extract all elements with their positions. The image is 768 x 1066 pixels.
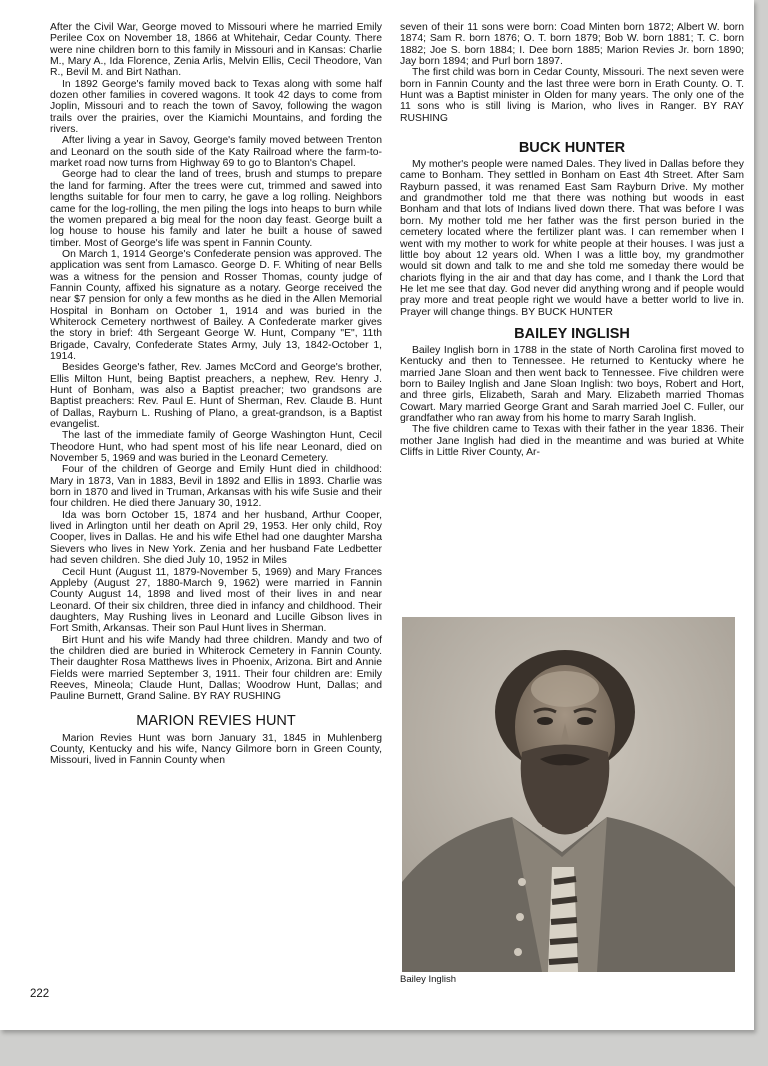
paragraph-cecil: Cecil Hunt (August 11, 1879-November 5, 1969) and Mary Frances Appleby (August 27, 1880-March 9, 1962) were married in Fannin County August 14, 1898 and lived most of their lives in and near Leonard. Of their six children, three died in infancy and childhood. Their daughters, May Rushing lives in Leonard and Lucille Gibson lives in Fort Smith, Arkansas. Their son Paul Hunt lives in Sherman.: [50, 566, 382, 635]
paragraph-buck: My mother's people were named Dales. They lived in Dallas before they came to Bonham. They settled in Bonham on East 4th Street. After Sam Rayburn passed, it was renamed East Sam Rayburn Drive. My mother and grandmother told me that there was nothing but woods in east Bonham and that lots of Indians lived down there. That was before I was born. My mother told me her father was the first person buried in the cemetery located where the fertilizer plant was. I can remember when I went with my mother to work for white people at their houses. I was just a little boy about 12 years old. When I was a little boy, my grandmother would sit down and talk to me and she told me someday there would be chariots flying in the air and that day has come, and I thank the Lord that He let me see that day. God never did anything wrong and if people would pray more and treat people right we would have a better world to live in. Prayer will change things. BY BUCK HUNTER: [400, 159, 744, 318]
heading-marion-revies-hunt: MARION REVIES HUNT: [136, 712, 296, 729]
heading-bailey-inglish: BAILEY INGLISH: [514, 325, 630, 342]
paragraph-children-died: Four of the children of George and Emily Hunt died in childhood: Mary in 1873, Van in 1883, Bevil in 1892 and Ellis in 1893. Charlie was born in 1870 and lived in Truman, Arkansas with his wife Susie and their four children. He died there January 30, 1912.: [50, 464, 382, 510]
paragraph-civil-war: After the Civil War, George moved to Missouri where he married Emily Perilee Cox on November 18, 1866 at Whitehair, Cedar County. There were nine children born to this family in Missouri and in Kansas: Charlie M., Mary A., Ida Florence, Zenia Arlis, Melvin Ellis, Cecil Theodore, Van R., Bevil M. and Birt Nathan.: [50, 22, 382, 79]
paragraph-sons-continued: seven of their 11 sons were born: Coad Minten born 1872; Albert W. born 1874; Sam R. born 1876; O. T. born 1879; Bob W. born 1881; T. C. born 1882; Joe S. born 1884; I. Dee born 1885; Marion Revies Jr. born 1890; Jay born 1894; and Purl born 1897.: [400, 22, 744, 68]
page-number: 222: [30, 988, 50, 1000]
heading-buck-hunter: BUCK HUNTER: [518, 140, 626, 157]
paragraph-came-to-texas: The five children came to Texas with their father in the year 1836. Their mother Jane Inglish had died in the meantime and was buried at White Cliffs in Little River County, Ar-: [400, 424, 744, 458]
paragraph-move-to-texas: In 1892 George's family moved back to Texas along with some half dozen other families in covered wagons. It took 42 days to come from Joplin, Missouri and to reach the town of Savoy, following the wagon trails over the prairies, over the Kiamichi Mountains, and fording the rivers.: [50, 78, 382, 136]
paragraph-savoy: After living a year in Savoy, George's family moved between Trenton and Leonard on the south side of the Katy Railroad where the farm-to-market road now turns from Highway 69 to go to Blanton's Chapel.: [50, 135, 382, 170]
paragraph-preachers: Besides George's father, Rev. James McCord and George's brother, Ellis Milton Hunt, being Baptist preachers, a nephew, Rev. Henry J. Hunt of Bonham, was also a Baptist preacher; two grandsons are Baptist preachers: Rev. Paul E. Hunt of Sherman, Rev. Claude B. Hunt of Dallas, Rayburn L. Rushing of Plano, a great-grandson, is a Baptist evangelist.: [50, 362, 382, 431]
paragraph-first-child: The first child was born in Cedar County, Missouri. The next seven were born in Fannin County and the last three were born in Erath County. O. T. Hunt was a Baptist minister in Olden for many years. The only one of the 11 sons who is still living is Marion, who lives in Ranger. BY RAY RUSHING: [400, 67, 744, 124]
paragraph-bailey-born: Bailey Inglish born in 1788 in the state of North Carolina first moved to Kentucky and then to Tennessee. He returned to Kentucky where he married Jane Sloan and then went back to Tennessee. Five children were born to Bailey Inglish and Jane Sloan Inglish: two boys, Robert and Hort, and three girls, Elizabeth, Sarah and Mary. Elizabeth married Thomas Cowart. Mary married George Grant and Sarah married Joel C. Fuller, our grandfather who ran away from his home to marry Sarah Inglish.: [400, 344, 744, 424]
left-column: [50, 22, 382, 767]
paragraph-pension: On March 1, 1914 George's Confederate pension was approved. The application was sent from Lamasco. George D. F. Whiting of near Bells was a witness for the pension and Rosser Thomas, county judge of Fannin County, affixed his signature as a notary. George received the near $7 pension for only a few months as he died in the Allen Memorial Hospital in Bonham on October 1, 1914 and was buried in the Whiterock Cemetery northwest of Bailey. A Confederate marker gives the story in brief: 4th Sergeant George W. Hunt, Company "E", 11th Brigade, Cavalry, Confederate States Army, July 13, 1842-October 1, 1914.: [50, 248, 382, 362]
paragraph-clear-land: George had to clear the land of trees, brush and stumps to prepare the land for farming. After the trees were cut, trimmed and sawed into lengths suitable for four men to carry, he gave a log rolling. Neighbors came for the log-rolling, the men piling the logs into heaps to burn while the women prepared a big meal for the noon day feast. George built a log house to house his family and later he built a house of sawed timber. Most of George's life was spent in Fannin County.: [50, 169, 382, 249]
right-column: [400, 22, 744, 458]
portrait-photo: [402, 617, 735, 972]
paragraph-ida: Ida was born October 15, 1874 and her husband, Arthur Cooper, lived in Arlington until her death on April 29, 1953. Her only child, Roy Cooper, lives in Dallas. He and his wife Ethel had one daughter Marsha Sievers who lives in New York. Zenia and her husband Fate Ledbetter had seven children. She died July 10, 1952 in Miles: [50, 509, 382, 567]
paragraph-birt: Birt Hunt and his wife Mandy had three children. Mandy and two of the children died are buried in Whiterock Cemetery in Fannin County. Their daughter Rosa Matthews lives in Phoenix, Arizona. Birt and Annie Fields were married September 3, 1911. Their four children are: Emily Reeves, Mineola; Claude Hunt, Dallas; Woodrow Hunt, Dallas; and Pauline Burnett, Grand Saline. BY RAY RUSHING: [50, 634, 382, 703]
photo-caption: Bailey Inglish: [400, 974, 456, 985]
portrait-drawing: [402, 617, 735, 972]
paragraph-marion: Marion Revies Hunt was born January 31, 1845 in Muhlenberg County, Kentucky and his wife, Nancy Gilmore born in Green County, Missouri, lived in Fannin County when: [50, 732, 382, 767]
paragraph-last-of-family: The last of the immediate family of George Washington Hunt, Cecil Theodore Hunt, who had spent most of his life near Leonard, died on November 5, 1969 and was buried in the Leonard Cemetery.: [50, 430, 382, 465]
